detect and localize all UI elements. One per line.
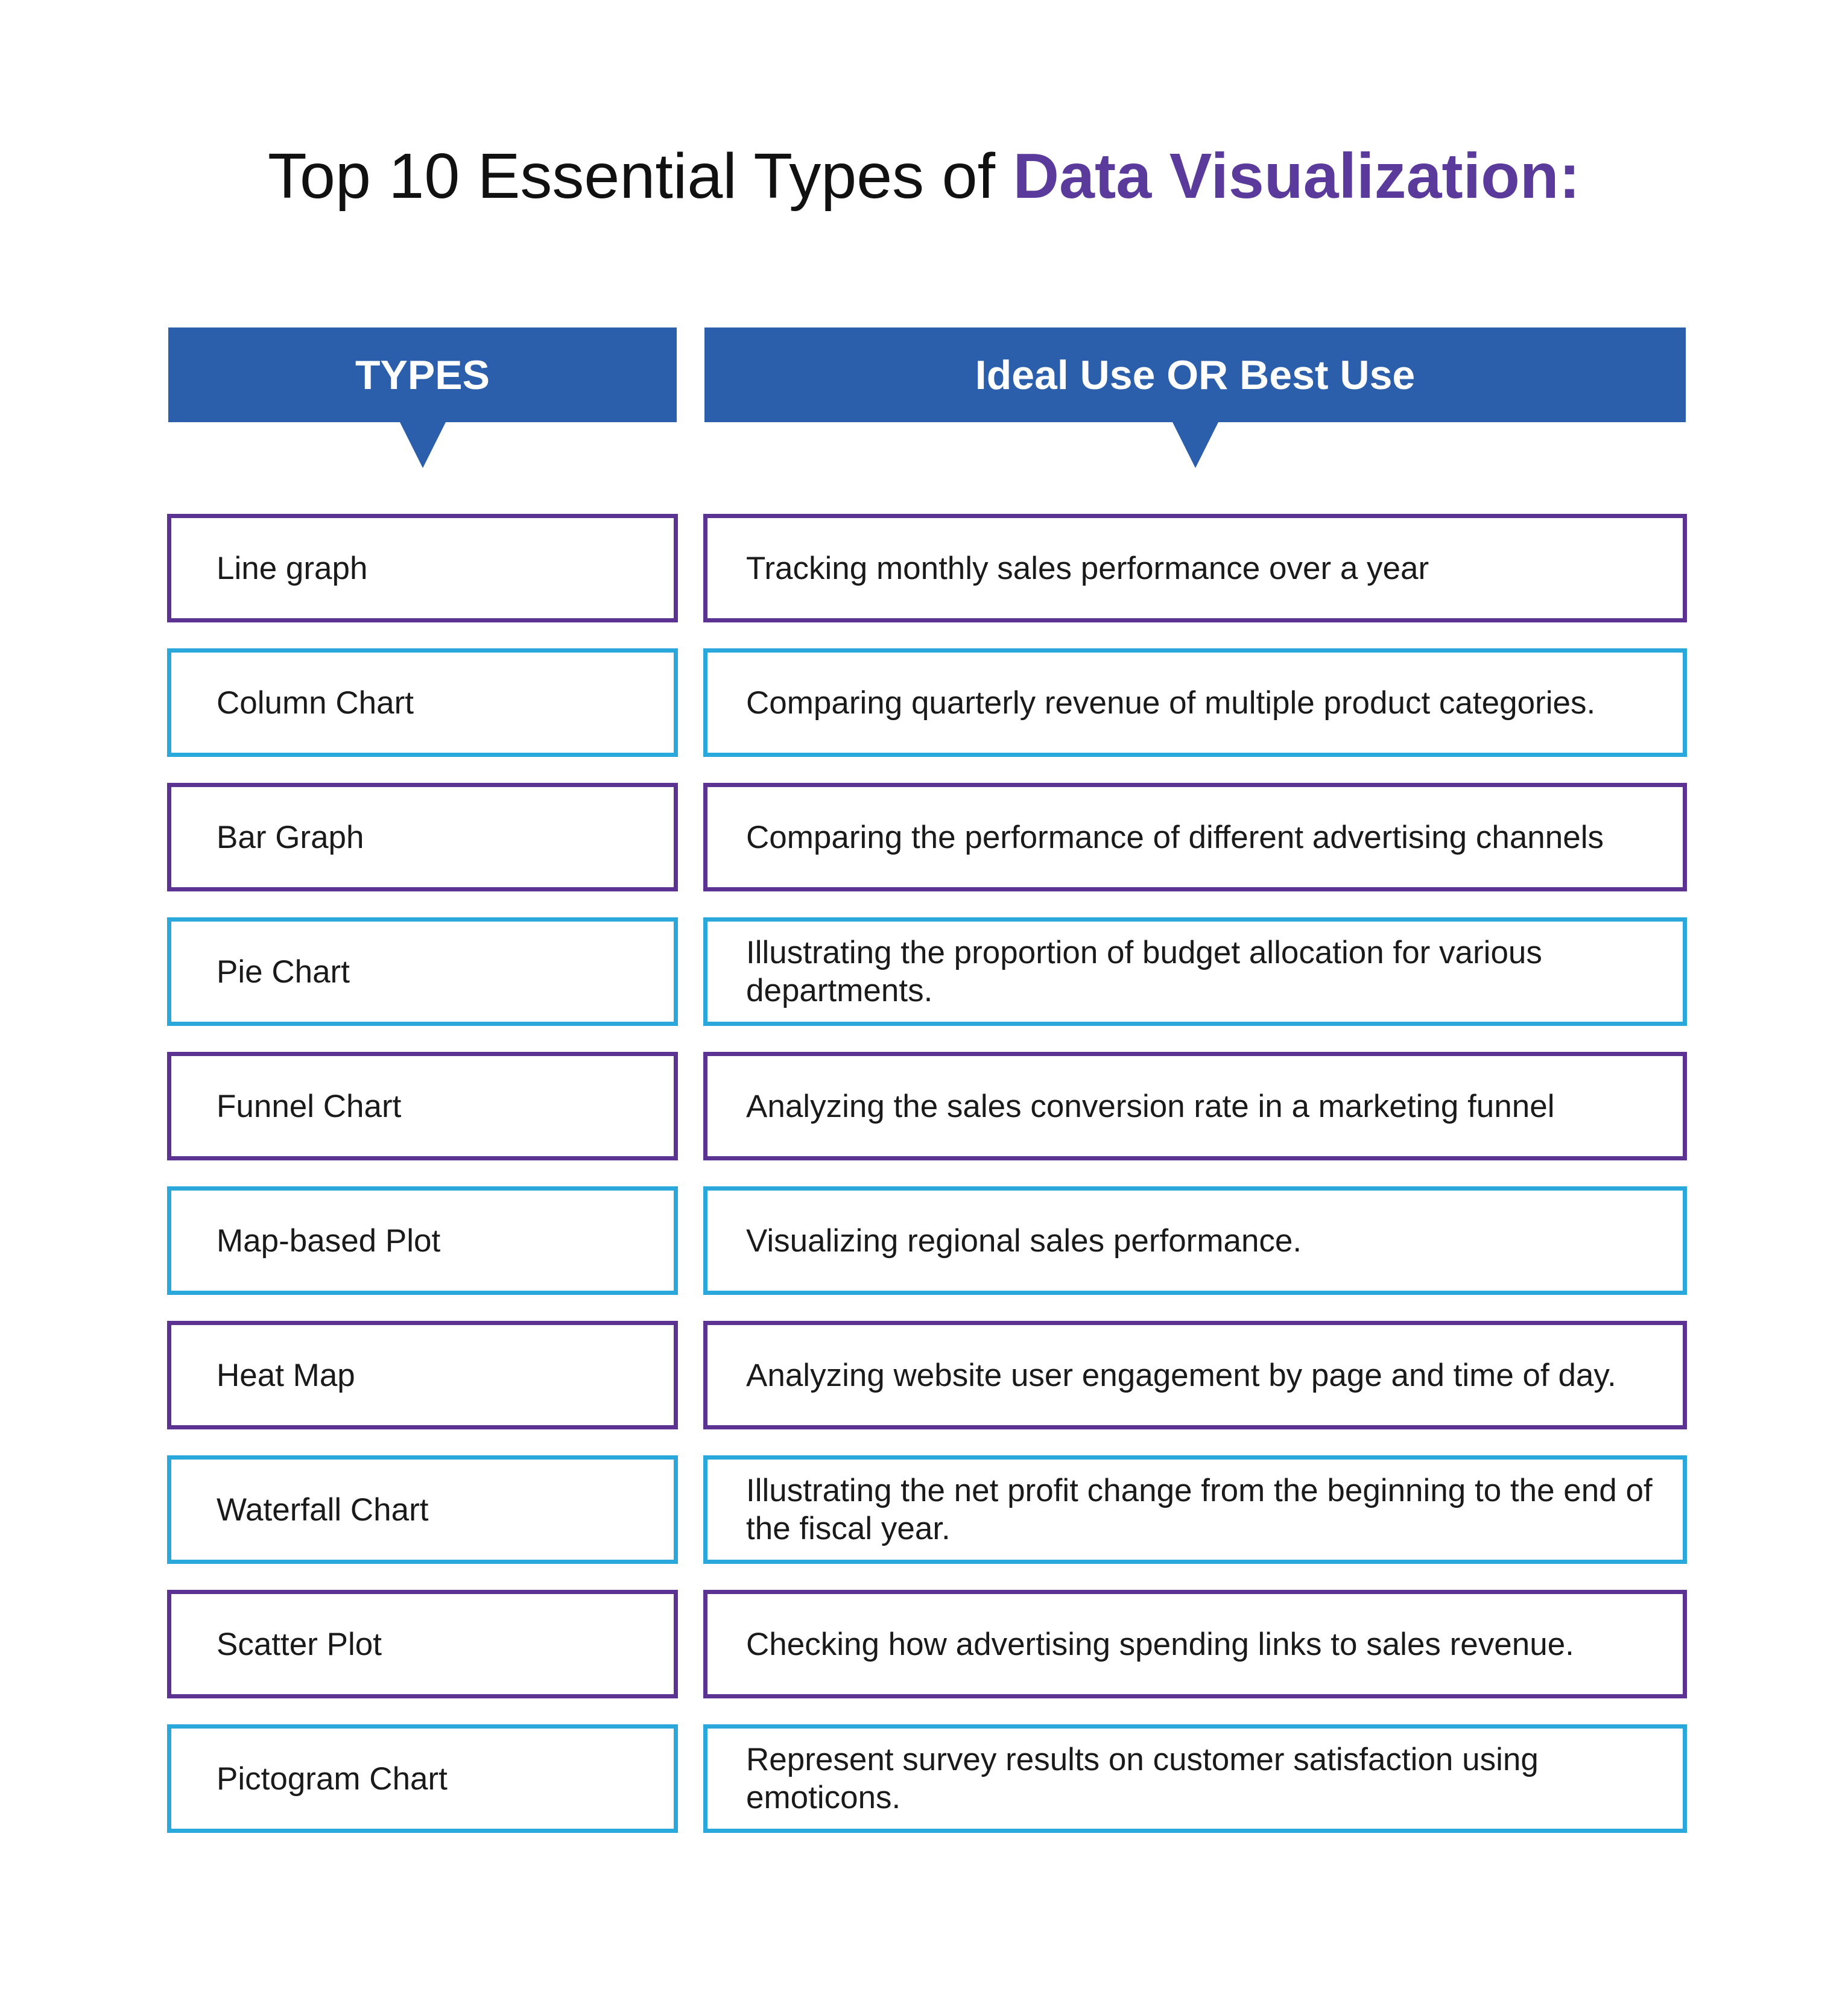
use-cell [703, 1052, 1687, 1160]
use-label: Illustrating the net profit change from the beginning to the end of the fiscal year. [746, 1473, 1653, 1546]
use-column-header [704, 327, 1686, 422]
use-cell [703, 648, 1687, 757]
use-cell [703, 514, 1687, 622]
type-label: Funnel Chart [217, 1088, 402, 1124]
title-highlight: Data Visualization: [1013, 141, 1580, 212]
use-label: Analyzing the sales conversion rate in a marketing funnel [746, 1088, 1555, 1124]
use-header-label: Ideal Use OR Best Use [975, 352, 1416, 398]
use-cell [703, 1186, 1687, 1295]
use-cell [703, 1590, 1687, 1698]
type-cell [167, 1321, 678, 1429]
types-column-header [168, 327, 677, 422]
use-label: Comparing the performance of different advertising channels [746, 819, 1604, 855]
type-label: Pie Chart [217, 954, 350, 990]
use-cell [703, 917, 1687, 1026]
use-label: Illustrating the proportion of budget allocation for various departments. [746, 935, 1542, 1008]
type-label: Pictogram Chart [217, 1761, 448, 1797]
type-cell [167, 648, 678, 757]
type-label: Heat Map [217, 1357, 355, 1393]
use-label: Represent survey results on customer satisfaction using emoticons. [746, 1742, 1539, 1815]
type-cell [167, 1052, 678, 1160]
type-label: Line graph [217, 550, 368, 586]
use-cell [703, 1321, 1687, 1429]
use-label: Checking how advertising spending links to sales revenue. [746, 1626, 1574, 1662]
use-header-pointer [1172, 422, 1218, 468]
use-label: Comparing quarterly revenue of multiple product categories. [746, 685, 1596, 721]
type-label: Column Chart [217, 685, 414, 721]
type-cell [167, 1590, 678, 1698]
use-cell [703, 783, 1687, 891]
type-label: Scatter Plot [217, 1626, 382, 1662]
type-cell [167, 1724, 678, 1833]
use-label: Tracking monthly sales performance over a year [746, 550, 1429, 586]
type-cell [167, 917, 678, 1026]
use-label: Analyzing website user engagement by page and time of day. [746, 1357, 1616, 1393]
type-cell [167, 783, 678, 891]
type-cell [167, 1186, 678, 1295]
types-header-pointer [400, 422, 446, 468]
page-title [0, 134, 1848, 218]
type-cell [167, 1455, 678, 1564]
type-label: Bar Graph [217, 819, 364, 855]
type-label: Map-based Plot [217, 1223, 441, 1259]
title-prefix: Top 10 Essential Types of [268, 141, 1013, 212]
use-cell [703, 1455, 1687, 1564]
use-cell [703, 1724, 1687, 1833]
types-header-label: TYPES [355, 352, 490, 398]
use-label: Visualizing regional sales performance. [746, 1223, 1302, 1259]
type-cell [167, 514, 678, 622]
type-label: Waterfall Chart [217, 1492, 429, 1528]
